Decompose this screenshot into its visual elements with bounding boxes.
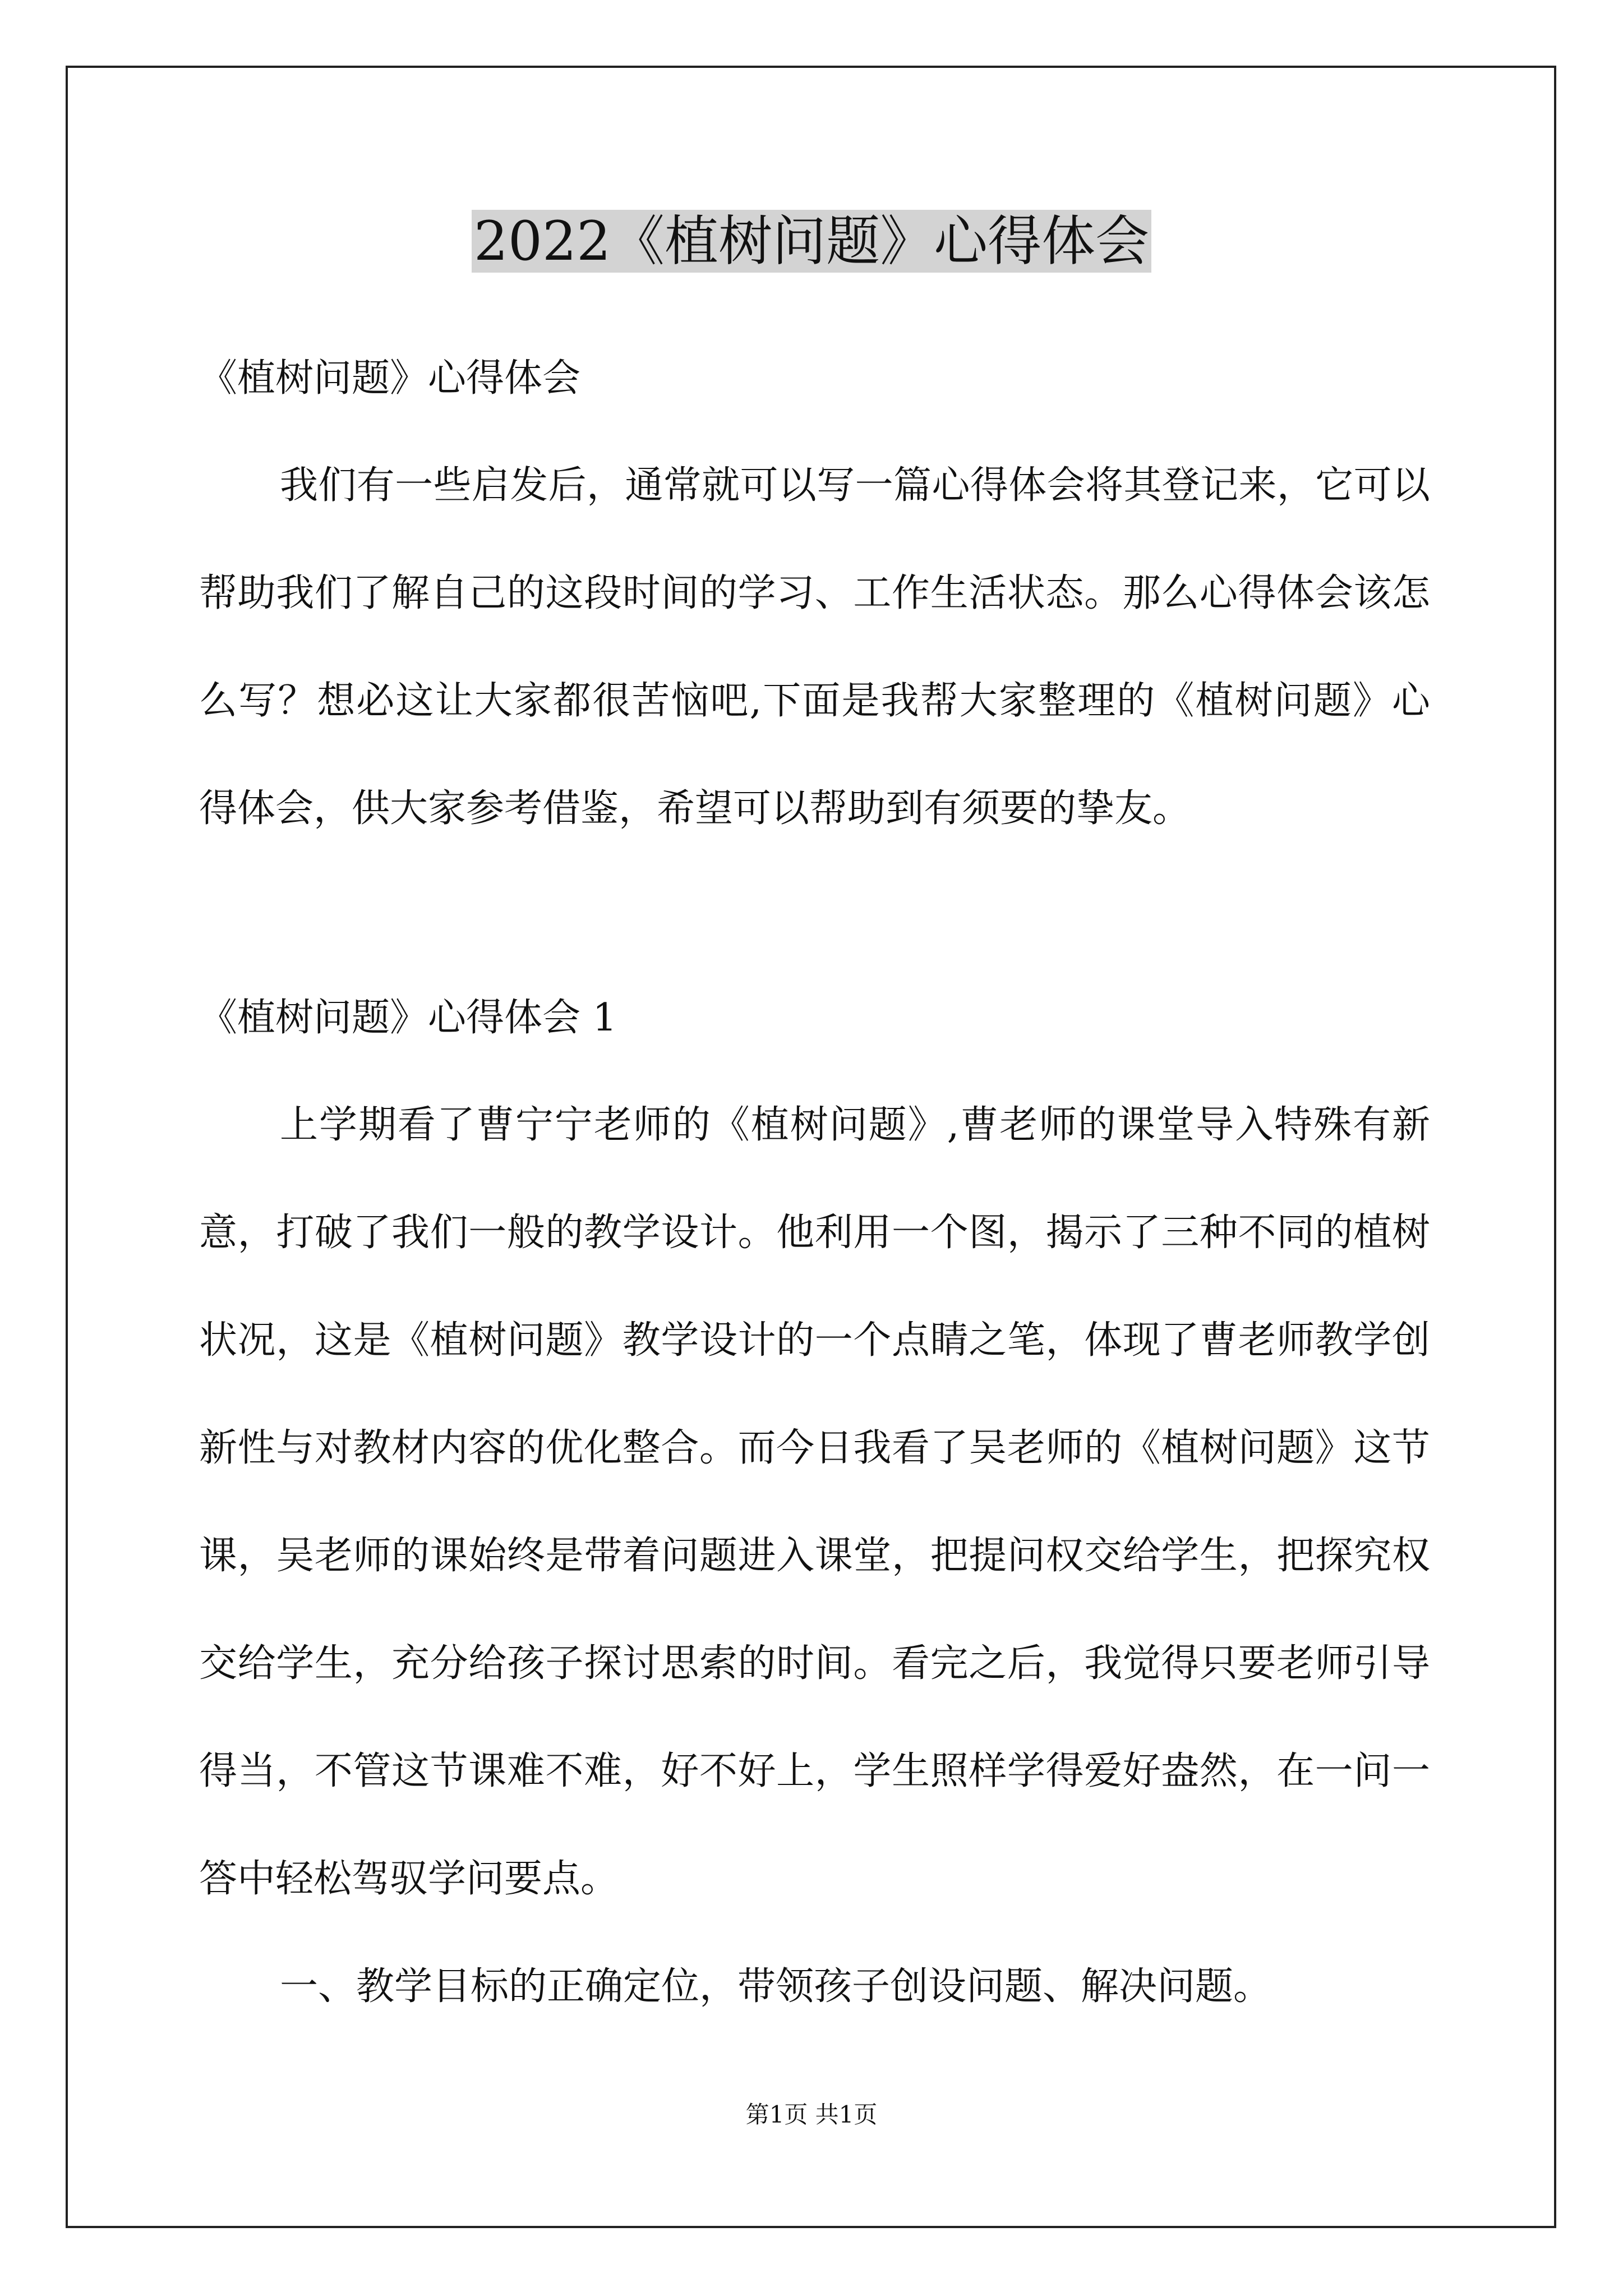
- intro-paragraph: 我们有一些启发后，通常就可以写一篇心得体会将其登记来，它可以帮助我们了解自己的这段时间的学习、工作生活状态。那么心得体会该怎么写？想必这让大家都很苦恼吧,下面是我帮大家整理的《植树问题》心得体会，供大家参考借鉴，希望可以帮助到有须要的挚友。: [199, 463, 1430, 831]
- page-number-footer: 第1页 共1页: [745, 2101, 878, 2128]
- section-1-heading: 《植树问题》心得体会 1: [199, 996, 617, 1040]
- document-title: [0, 205, 1623, 278]
- document-title-text: 2022《植树问题》心得体会: [472, 210, 1151, 273]
- section-1-paragraph-1: 上学期看了曹宁宁老师的《植树问题》,曹老师的课堂导入特殊有新意，打破了我们一般的教学设计。他利用一个图，揭示了三种不同的植树状况，这是《植树问题》教学设计的一个点睛之笔，体现了曹老师教学创新性与对教材内容的优化整合。而今日我看了吴老师的《植树问题》这节课，吴老师的课始终是带着问题进入课堂，把提问权交给学生，把探究权交给学生，充分给孩子探讨思索的时间。看完之后，我觉得只要老师引导得当，不管这节课难不难，好不好上，学生照样学得爱好盎然，在一问一答中轻松驾驭学问要点。: [199, 1103, 1430, 1901]
- intro-heading: 《植树问题》心得体会: [199, 356, 581, 401]
- section-1-paragraph-2: 一、教学目标的正确定位，带领孩子创设问题、解决问题。: [280, 1964, 1272, 2009]
